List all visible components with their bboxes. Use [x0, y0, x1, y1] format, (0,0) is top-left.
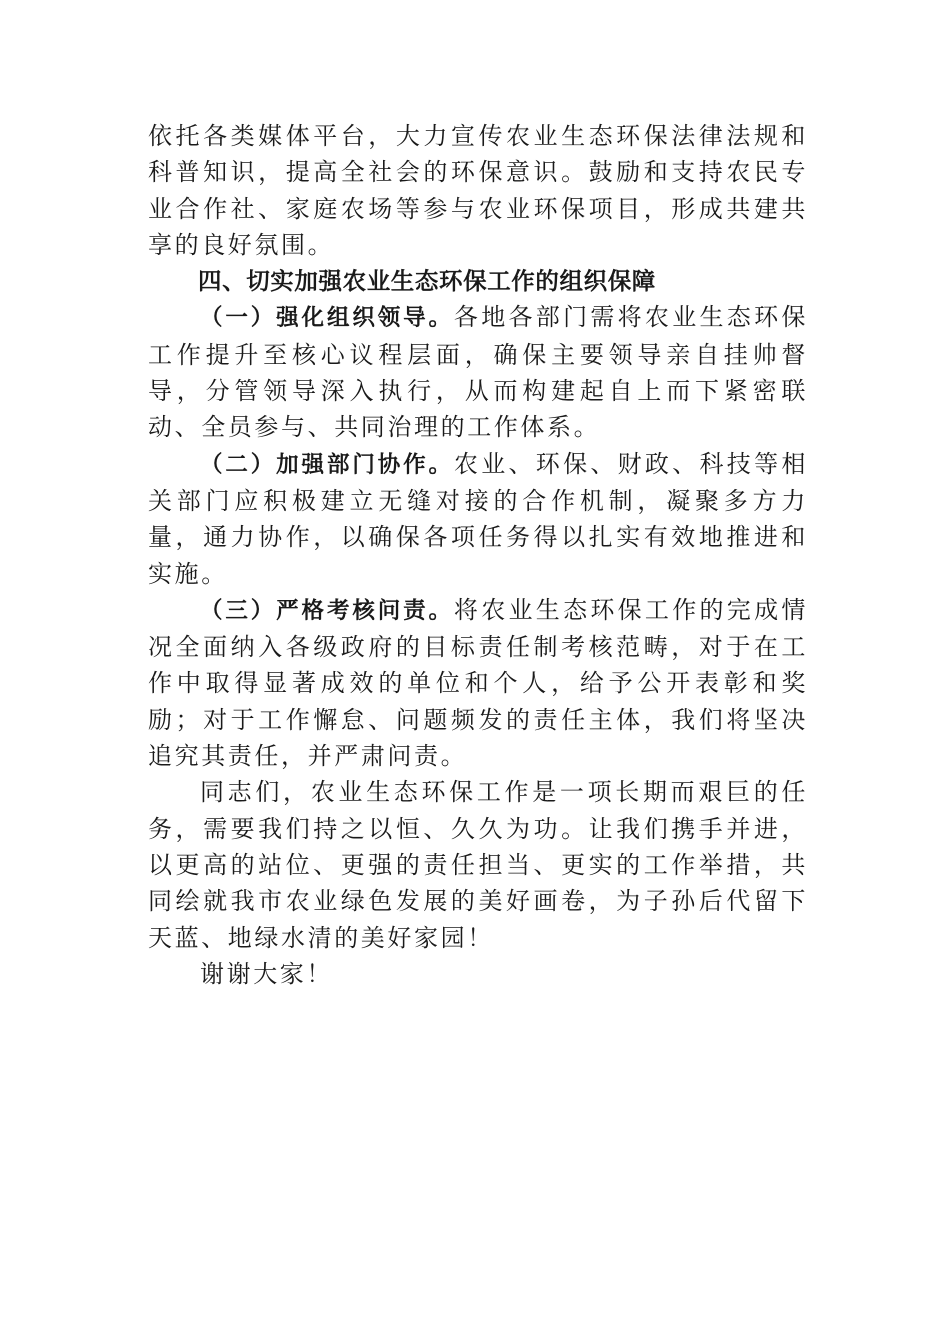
item-lead-1: （一）强化组织领导。 — [200, 305, 454, 332]
thanks-line: 谢谢大家！ — [200, 959, 333, 988]
item-body-3: 将农业生态环保工作的完成情况全面纳入各级政府的目标责任制考核范畴，对于在工作中取得显著成效的单位和个人，给予公开表彰和奖励；对于工作懈怠、问题频发的责任主体，我们将坚决追究其责任，并严肃问责。 — [148, 595, 808, 771]
section-heading: 四、切实加强农业生态环保工作的组织保障 — [198, 267, 656, 296]
item-body-2: 农业、环保、财政、科技等相关部门应积极建立无缝对接的合作机制，凝聚多方力量，通力协作，以确保各项任务得以扎实有效地推进和实施。 — [148, 449, 808, 588]
item-lead-2: （二）加强部门协作。 — [200, 451, 454, 478]
item-lead-3: （三）严格考核问责。 — [200, 597, 454, 624]
document-page — [148, 118, 808, 992]
intro-paragraph: 依托各类媒体平台，大力宣传农业生态环保法律法规和科普知识，提高全社会的环保意识。鼓励和支持农民专业合作社、家庭农场等参与农业环保项目，形成共建共享的良好氛围。 — [148, 122, 808, 259]
closing-paragraph: 同志们，农业生态环保工作是一项长期而艰巨的任务，需要我们持之以恒、久久为功。让我们携手并进，以更高的站位、更强的责任担当、更实的工作举措，共同绘就我市农业绿色发展的美好画卷，为子孙后代留下天蓝、地绿水清的美好家园！ — [148, 778, 808, 952]
item-paragraph-1 — [148, 299, 808, 445]
item-paragraph-3 — [148, 592, 808, 774]
item-body-1: 各地各部门需将农业生态环保工作提升至核心议程层面，确保主要领导亲自挂帅督导，分管领导深入执行，从而构建起自上而下紧密联动、全员参与、共同治理的工作体系。 — [148, 303, 808, 442]
item-paragraph-2 — [148, 446, 808, 592]
